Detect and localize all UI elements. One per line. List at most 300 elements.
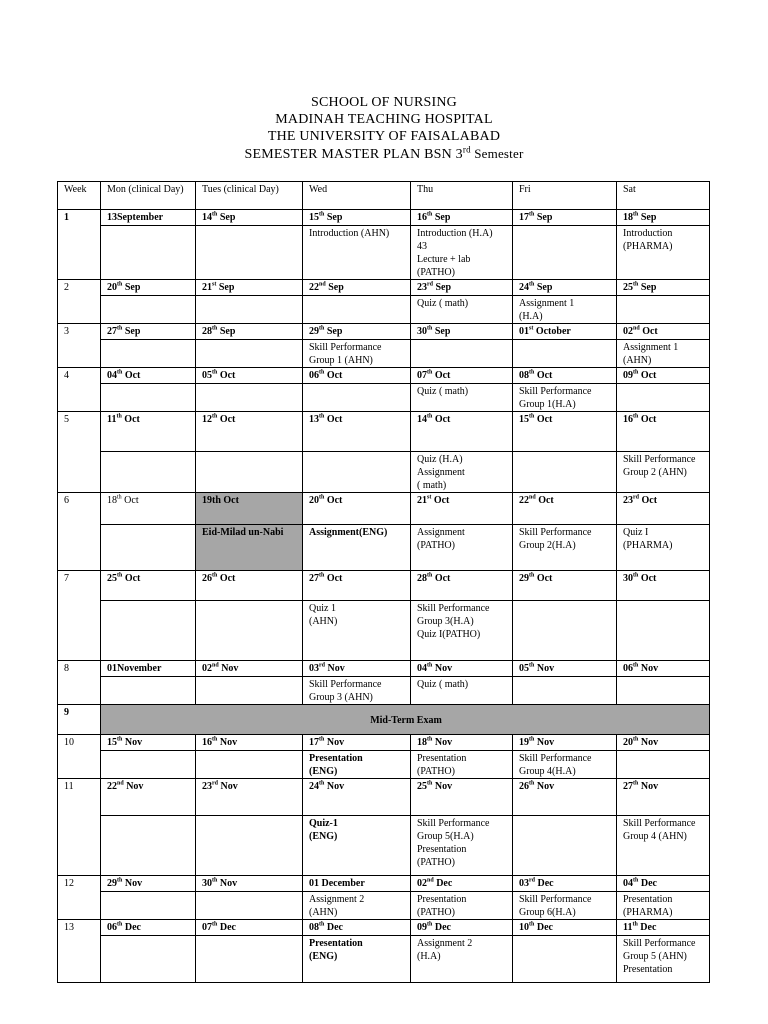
date-text: 15: [519, 414, 529, 425]
date-suffix: st: [212, 281, 217, 288]
date-cell: [196, 368, 303, 384]
date-text: Sep: [324, 326, 343, 337]
date-cell: [303, 571, 411, 601]
date-text: Oct: [217, 370, 236, 381]
date-suffix: th: [319, 325, 325, 332]
date-cell: [101, 493, 196, 525]
date-suffix: th: [319, 413, 325, 420]
date-text: Nov: [534, 737, 555, 748]
date-text: 13September: [107, 212, 164, 223]
activity-cell: Assignment 2 (AHN): [303, 892, 411, 920]
date-text: Nov: [217, 878, 238, 889]
activity-cell: [617, 296, 710, 324]
date-cell: [411, 324, 513, 340]
school-name: SCHOOL OF NURSING: [310, 95, 457, 110]
activity-cell: Skill Performance Group 3(H.A) Quiz I(PATHO): [411, 601, 513, 661]
date-cell: [196, 412, 303, 452]
activity-cell: [196, 601, 303, 661]
activity-cell: Quiz ( math): [411, 296, 513, 324]
date-text: Nov: [218, 663, 239, 674]
week-number: 1: [58, 210, 101, 280]
activity-cell: Skill Performance Group 6(H.A): [513, 892, 617, 920]
date-text: Dec: [324, 922, 343, 933]
activity-cell: Quiz ( math): [411, 384, 513, 412]
week-number: 9: [58, 705, 101, 735]
date-suffix: th: [633, 369, 639, 376]
date-cell: [196, 280, 303, 296]
date-cell: [101, 571, 196, 601]
date-cell: [617, 368, 710, 384]
date-text: 09: [417, 922, 427, 933]
date-cell: [617, 280, 710, 296]
table-row-dates: [58, 920, 710, 936]
date-cell: [513, 412, 617, 452]
date-text: 24: [309, 781, 319, 792]
date-text: 25: [107, 573, 117, 584]
activity-cell: [617, 677, 710, 705]
date-text: Nov: [432, 781, 453, 792]
date-text: Oct: [324, 370, 343, 381]
date-suffix: th: [117, 281, 123, 288]
date-suffix: th: [117, 921, 123, 928]
activity-cell: [101, 677, 196, 705]
date-text: 06: [623, 663, 633, 674]
date-cell: [196, 571, 303, 601]
date-suffix: th: [212, 572, 218, 579]
date-suffix: th: [633, 780, 639, 787]
date-suffix: th: [633, 877, 639, 884]
date-cell: [617, 210, 710, 226]
activity-cell: Assignment 2 (H.A): [411, 936, 513, 983]
date-suffix: th: [633, 211, 639, 218]
date-text: 16: [202, 737, 212, 748]
date-cell: [303, 493, 411, 525]
table-row-activities: [58, 226, 710, 280]
activity-cell: Skill Performance Group 3 (AHN): [303, 677, 411, 705]
date-text: Oct: [432, 414, 451, 425]
table-row-activities: [58, 677, 710, 705]
date-text: 20: [107, 282, 117, 293]
date-text: Sep: [432, 212, 451, 223]
date-suffix: th: [212, 413, 218, 420]
date-text: 09: [623, 370, 633, 381]
date-text: Dec: [432, 922, 451, 933]
table-row-activities: [58, 340, 710, 368]
activity-cell: Assignment(ENG): [303, 525, 411, 571]
date-text: Dec: [638, 878, 657, 889]
activity-cell: Introduction (H.A) 43 Lecture + lab (PATHO): [411, 226, 513, 280]
date-text: 14: [417, 414, 427, 425]
date-text: Nov: [432, 737, 453, 748]
activity-cell: Skill Performance Group 4 (AHN): [617, 816, 710, 876]
date-text: 02: [417, 878, 427, 889]
activity-cell: Skill Performance Group 5 (AHN) Presentation: [617, 936, 710, 983]
date-text: 18: [417, 737, 427, 748]
table-row-dates: [58, 493, 710, 525]
date-cell: [101, 920, 196, 936]
date-cell: [101, 735, 196, 751]
date-text: Dec: [637, 922, 657, 933]
university-name: THE UNIVERSITY OF FAISALABAD: [267, 129, 501, 144]
activity-cell: [196, 384, 303, 412]
date-suffix: nd: [529, 494, 536, 501]
date-suffix: th: [117, 877, 123, 884]
date-text: 25: [623, 282, 633, 293]
activity-cell: [196, 677, 303, 705]
activity-cell: [513, 340, 617, 368]
date-suffix: th: [117, 325, 123, 332]
week-number: 12: [58, 876, 101, 920]
date-cell: [617, 571, 710, 601]
date-suffix: rd: [212, 780, 218, 787]
date-suffix: th: [212, 921, 218, 928]
activity-cell: Quiz ( math): [411, 677, 513, 705]
table-row-dates: [58, 571, 710, 601]
date-cell: [101, 876, 196, 892]
date-cell: [303, 661, 411, 677]
column-header: Wed: [303, 182, 411, 210]
date-text: Oct: [324, 414, 343, 425]
date-text: Oct: [639, 495, 658, 506]
date-text: 12: [202, 414, 212, 425]
activity-cell: [196, 226, 303, 280]
date-suffix: nd: [427, 877, 434, 884]
date-cell: [196, 876, 303, 892]
date-text: Dec: [433, 878, 453, 889]
activity-cell: Skill Performance Group 5(H.A) Presentation (PATHO): [411, 816, 513, 876]
date-suffix: th: [212, 211, 218, 218]
week-number: 5: [58, 412, 101, 493]
date-text: 06: [309, 370, 319, 381]
activity-cell: [513, 816, 617, 876]
date-cell: [411, 571, 513, 601]
activity-cell: [196, 751, 303, 779]
activity-cell: [617, 384, 710, 412]
date-text: Sep: [432, 326, 451, 337]
date-text: 17: [519, 212, 529, 223]
table-row-dates: [58, 368, 710, 384]
date-suffix: rd: [633, 494, 639, 501]
date-text: Oct: [432, 573, 451, 584]
date-text: 18: [623, 212, 633, 223]
date-cell: [513, 779, 617, 816]
date-text: 20: [623, 737, 633, 748]
date-text: Oct: [534, 370, 553, 381]
date-suffix: th: [529, 413, 535, 420]
table-row-activities: [58, 601, 710, 661]
activity-cell: [101, 525, 196, 571]
activity-cell: [101, 452, 196, 493]
date-text: Nov: [638, 781, 659, 792]
activity-cell: [303, 296, 411, 324]
date-text: 01 December: [309, 878, 365, 889]
activity-cell: [617, 601, 710, 661]
date-text: Nov: [638, 663, 659, 674]
date-text: 26: [202, 573, 212, 584]
date-suffix: th: [319, 211, 325, 218]
date-text: 11: [623, 922, 633, 933]
date-cell: [196, 493, 303, 525]
date-suffix: nd: [319, 281, 326, 288]
table-row-activities: [58, 751, 710, 779]
date-text: Nov: [324, 737, 345, 748]
table-row-activities: [58, 525, 710, 571]
date-cell: [196, 779, 303, 816]
activity-cell: [303, 384, 411, 412]
date-text: Sep: [638, 282, 657, 293]
activity-cell: [196, 936, 303, 983]
document-header: [0, 94, 768, 163]
date-text: 23: [202, 781, 212, 792]
date-cell: [617, 412, 710, 452]
date-suffix: th: [116, 413, 122, 420]
date-suffix: th: [427, 662, 433, 669]
date-cell: [617, 735, 710, 751]
week-number: 13: [58, 920, 101, 983]
date-cell: [303, 779, 411, 816]
date-text: Nov: [534, 663, 555, 674]
date-text: Nov: [122, 737, 143, 748]
date-text: 16: [417, 212, 427, 223]
date-text: 18: [107, 495, 117, 506]
date-suffix: th: [319, 921, 325, 928]
date-text: 02: [202, 663, 212, 674]
date-text: Nov: [122, 878, 143, 889]
activity-cell: [196, 340, 303, 368]
activity-cell: Quiz I (PHARMA): [617, 525, 710, 571]
date-text: 01November: [107, 663, 162, 674]
activity-cell: Assignment 1 (H.A): [513, 296, 617, 324]
date-text: 05: [202, 370, 212, 381]
date-text: 15: [107, 737, 117, 748]
date-text: Oct: [217, 414, 236, 425]
date-cell: [101, 324, 196, 340]
date-cell: [101, 368, 196, 384]
column-header: Thu: [411, 182, 513, 210]
activity-cell: [101, 751, 196, 779]
date-text: 23: [623, 495, 633, 506]
table-row: [58, 705, 710, 735]
activity-cell: [196, 892, 303, 920]
table-row-dates: [58, 412, 710, 452]
date-cell: [513, 661, 617, 677]
plan-title: SEMESTER MASTER PLAN BSN 3rd Semester: [244, 144, 524, 162]
date-cell: [411, 210, 513, 226]
date-text: Sep: [217, 212, 236, 223]
date-cell: [617, 779, 710, 816]
date-suffix: th: [427, 211, 433, 218]
date-text: Oct: [217, 573, 236, 584]
activity-cell: [513, 677, 617, 705]
date-text: Dec: [534, 922, 553, 933]
activity-cell: Skill Performance Group 1 (AHN): [303, 340, 411, 368]
date-suffix: th: [529, 281, 535, 288]
date-text: Oct: [122, 370, 141, 381]
date-suffix: th: [117, 736, 123, 743]
activity-cell: [101, 892, 196, 920]
activity-cell: Quiz 1 (AHN): [303, 601, 411, 661]
activity-cell: [411, 340, 513, 368]
date-suffix: nd: [117, 780, 124, 787]
date-suffix: th: [633, 413, 639, 420]
date-text: 04: [623, 878, 633, 889]
date-cell: [513, 324, 617, 340]
date-text: 24: [519, 282, 529, 293]
date-text: 22: [107, 781, 117, 792]
activity-cell: [196, 452, 303, 493]
date-suffix: th: [319, 780, 325, 787]
date-suffix: th: [427, 736, 433, 743]
table-row-activities: [58, 384, 710, 412]
date-cell: [411, 779, 513, 816]
date-cell: [303, 324, 411, 340]
date-suffix: th: [633, 572, 639, 579]
date-cell: [196, 661, 303, 677]
date-cell: [196, 324, 303, 340]
date-text: 29: [519, 573, 529, 584]
date-text: 11: [107, 414, 117, 425]
date-text: 07: [202, 922, 212, 933]
date-cell: [617, 493, 710, 525]
week-number: 8: [58, 661, 101, 705]
date-suffix: th: [529, 780, 535, 787]
date-cell: [411, 368, 513, 384]
column-header: Fri: [513, 182, 617, 210]
table-row-activities: [58, 816, 710, 876]
date-text: Nov: [534, 781, 555, 792]
date-suffix: st: [529, 325, 534, 332]
date-suffix: th: [117, 369, 123, 376]
activity-cell: [513, 936, 617, 983]
date-text: 19: [519, 737, 529, 748]
date-cell: [101, 210, 196, 226]
date-cell: [513, 571, 617, 601]
activity-cell: Skill Performance Group 4(H.A): [513, 751, 617, 779]
table-row-dates: [58, 210, 710, 226]
date-suffix: th: [319, 369, 325, 376]
date-suffix: th: [529, 736, 535, 743]
date-text: October: [533, 326, 571, 337]
date-cell: [617, 920, 710, 936]
date-text: Oct: [121, 495, 139, 506]
date-text: Sep: [122, 326, 141, 337]
activity-cell: Presentation (ENG): [303, 936, 411, 983]
activity-cell: [101, 816, 196, 876]
date-suffix: th: [529, 211, 535, 218]
date-text: 30: [202, 878, 212, 889]
date-cell: [513, 280, 617, 296]
date-suffix: th: [319, 736, 325, 743]
column-header: Mon (clinical Day): [101, 182, 196, 210]
date-text: Nov: [123, 781, 144, 792]
date-cell: [411, 920, 513, 936]
activity-cell: Assignment (PATHO): [411, 525, 513, 571]
activity-cell: [513, 226, 617, 280]
date-suffix: th: [212, 736, 218, 743]
date-cell: [411, 412, 513, 452]
date-text: 29: [309, 326, 319, 337]
date-cell: [411, 876, 513, 892]
date-suffix: rd: [529, 877, 535, 884]
date-suffix: th: [212, 369, 218, 376]
activity-cell: [101, 384, 196, 412]
date-cell: [303, 210, 411, 226]
date-suffix: th: [117, 572, 123, 579]
date-suffix: rd: [427, 281, 433, 288]
date-suffix: th: [117, 494, 122, 501]
date-suffix: th: [427, 413, 433, 420]
date-suffix: th: [427, 921, 433, 928]
date-text: Oct: [324, 573, 343, 584]
date-text: Nov: [432, 663, 453, 674]
activity-cell: Presentation (PHARMA): [617, 892, 710, 920]
date-text: 30: [417, 326, 427, 337]
date-text: Dec: [535, 878, 554, 889]
date-text: Sep: [638, 212, 657, 223]
date-cell: [513, 920, 617, 936]
date-text: Nov: [638, 737, 659, 748]
date-suffix: th: [427, 325, 433, 332]
date-text: 22: [519, 495, 529, 506]
table-row-activities: [58, 452, 710, 493]
date-cell: [196, 210, 303, 226]
activity-cell: [101, 601, 196, 661]
date-suffix: th: [212, 877, 218, 884]
date-cell: [411, 661, 513, 677]
date-text: 25: [417, 781, 427, 792]
date-cell: [513, 368, 617, 384]
date-suffix: th: [632, 921, 638, 928]
date-suffix: th: [529, 921, 535, 928]
date-text: 28: [202, 326, 212, 337]
date-text: 14: [202, 212, 212, 223]
activity-cell: [617, 751, 710, 779]
activity-cell: Introduction (AHN): [303, 226, 411, 280]
activity-cell: Presentation (ENG): [303, 751, 411, 779]
activity-cell: [101, 936, 196, 983]
table-row-activities: [58, 936, 710, 983]
date-text: Nov: [218, 781, 238, 792]
date-suffix: th: [319, 572, 325, 579]
date-text: Sep: [325, 282, 344, 293]
date-cell: [196, 920, 303, 936]
week-number: 11: [58, 779, 101, 876]
date-text: Nov: [217, 737, 238, 748]
date-cell: [303, 735, 411, 751]
date-text: Oct: [432, 370, 451, 381]
date-cell: [617, 876, 710, 892]
date-text: 30: [623, 573, 633, 584]
date-text: 21: [202, 282, 212, 293]
date-suffix: nd: [212, 662, 219, 669]
date-text: 19th Oct: [202, 495, 239, 506]
date-text: 20: [309, 495, 319, 506]
date-text: 23: [417, 282, 427, 293]
date-text: 26: [519, 781, 529, 792]
date-text: Sep: [216, 282, 235, 293]
activity-cell: Presentation (PATHO): [411, 892, 513, 920]
activity-cell: Skill Performance Group 2(H.A): [513, 525, 617, 571]
table-row-activities: [58, 892, 710, 920]
date-cell: [513, 493, 617, 525]
date-cell: [303, 412, 411, 452]
activity-cell: Assignment 1 (AHN): [617, 340, 710, 368]
table-row-dates: [58, 735, 710, 751]
date-suffix: nd: [633, 325, 640, 332]
date-suffix: th: [529, 369, 535, 376]
activity-cell: [101, 226, 196, 280]
date-text: Oct: [638, 573, 657, 584]
